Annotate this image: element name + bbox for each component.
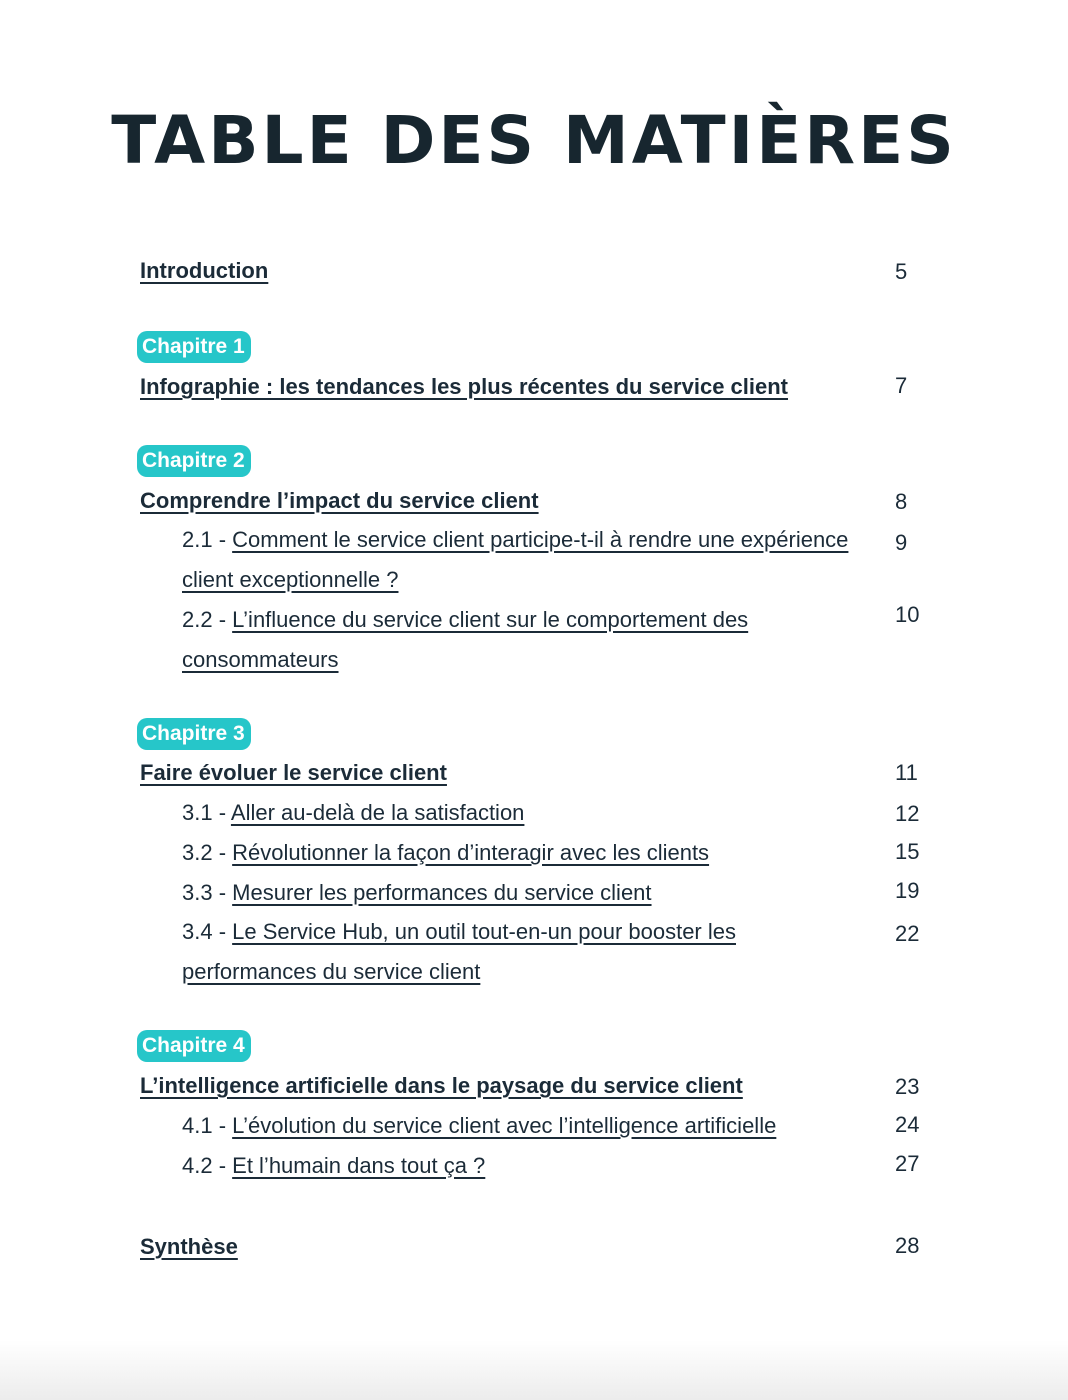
page-number: 15: [895, 839, 920, 864]
subentry-number: 3.1 -: [182, 800, 231, 825]
toc-entry-introduction[interactable]: [140, 258, 268, 284]
toc-subentry-3-4[interactable]: [182, 912, 862, 992]
toc-link-chapter-3[interactable]: Faire évoluer le service client: [140, 760, 447, 785]
toc-subentry-4-1[interactable]: [182, 1106, 882, 1146]
toc-subentry-3-2[interactable]: [182, 833, 862, 873]
toc-entry-chapter-1[interactable]: [140, 374, 788, 400]
page-number: 28: [895, 1233, 920, 1258]
toc-link-chapter-2[interactable]: Comprendre l’impact du service client: [140, 488, 539, 513]
page-number: 12: [895, 801, 920, 826]
toc-link-2-1[interactable]: Comment le service client participe-t-il à rendre une expérience client exceptionnelle ?: [182, 527, 849, 592]
toc-link-introduction[interactable]: Introduction: [140, 258, 269, 283]
page-number: 5: [895, 259, 908, 284]
page-number: 27: [895, 1151, 920, 1176]
toc-link-synthese[interactable]: Synthèse: [140, 1234, 238, 1259]
chapter-badge-4: Chapitre 4: [137, 1030, 251, 1062]
subentry-number: 3.4 -: [182, 919, 233, 944]
toc-subentry-3-3[interactable]: [182, 873, 862, 913]
toc-entry-chapter-4[interactable]: [140, 1073, 743, 1099]
page-number: 11: [895, 760, 918, 785]
subentry-number: 3.2 -: [182, 840, 233, 865]
toc-subentry-2-2[interactable]: [182, 600, 862, 680]
toc-subentry-4-2[interactable]: [182, 1146, 862, 1186]
toc-entry-chapter-2[interactable]: [140, 488, 539, 514]
toc-link-4-1[interactable]: L’évolution du service client avec l’intelligence artificielle: [232, 1113, 777, 1138]
toc-subentry-2-1[interactable]: [182, 520, 862, 600]
chapter-badge-2: Chapitre 2: [137, 445, 251, 477]
toc-link-3-1[interactable]: Aller au-delà de la satisfaction: [230, 800, 525, 825]
page-number: 8: [895, 489, 908, 514]
subentry-number: 4.2 -: [182, 1153, 233, 1178]
toc-link-2-2[interactable]: L’influence du service client sur le comportement des consommateurs: [182, 607, 749, 672]
page-title: TABLE DES MATIÈRES: [111, 102, 957, 179]
toc-link-chapter-1[interactable]: Infographie : les tendances les plus récentes du service client: [140, 374, 789, 399]
toc-subentry-3-1[interactable]: [182, 793, 862, 833]
toc-entry-synthese[interactable]: [140, 1234, 238, 1260]
subentry-number: 4.1 -: [182, 1113, 233, 1138]
bottom-shadow: [0, 1340, 1068, 1400]
chapter-badge-1: Chapitre 1: [137, 331, 251, 363]
page-number: 9: [895, 530, 908, 555]
toc-link-3-3[interactable]: Mesurer les performances du service client: [232, 880, 652, 905]
subentry-number: 2.1 -: [182, 527, 233, 552]
subentry-number: 3.3 -: [182, 880, 233, 905]
page-number: 24: [895, 1112, 920, 1137]
page-number: 22: [895, 921, 920, 946]
chapter-badge-3: Chapitre 3: [137, 718, 251, 750]
toc-link-3-2[interactable]: Révolutionner la façon d’interagir avec les clients: [232, 840, 710, 865]
toc-link-chapter-4[interactable]: L’intelligence artificielle dans le paysage du service client: [140, 1073, 743, 1098]
page-number: 19: [895, 878, 920, 903]
toc-link-4-2[interactable]: Et l’humain dans tout ça ?: [232, 1153, 486, 1178]
toc-entry-chapter-3[interactable]: [140, 760, 447, 786]
subentry-number: 2.2 -: [182, 607, 233, 632]
page-number: 10: [895, 602, 920, 627]
page-number: 23: [895, 1074, 920, 1099]
page-number: 7: [895, 373, 908, 398]
toc-link-3-4[interactable]: Le Service Hub, un outil tout-en-un pour booster les performances du service client: [182, 919, 736, 984]
